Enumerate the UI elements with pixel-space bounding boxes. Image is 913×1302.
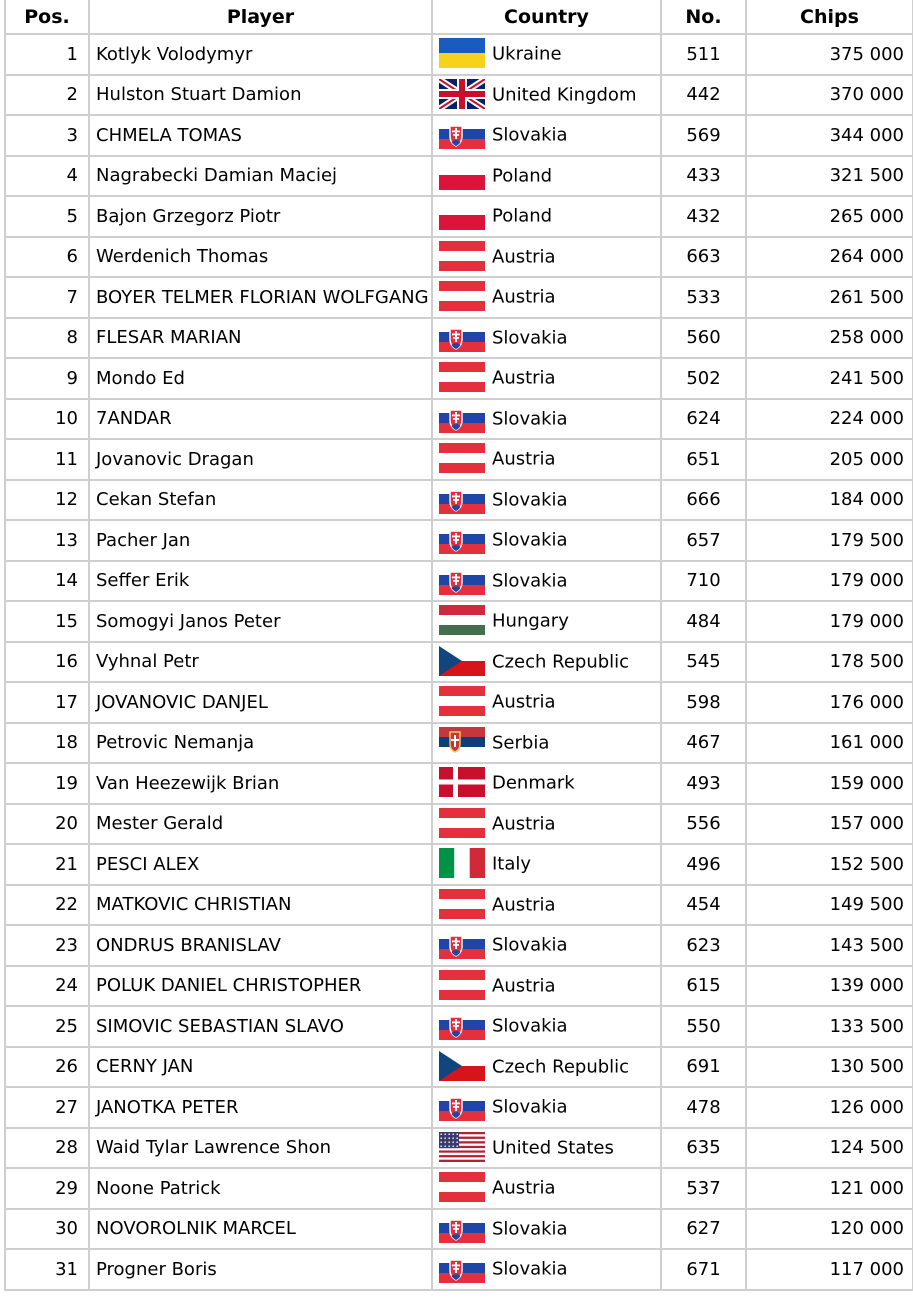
header-no[interactable]: No. <box>661 0 746 34</box>
chips-cell: 120 000 <box>746 1209 913 1250</box>
table-row <box>5 520 913 561</box>
chips-cell: 179 500 <box>746 520 913 561</box>
chips-cell: 179 000 <box>746 601 913 642</box>
table-row <box>5 115 913 156</box>
chips-cell: 321 500 <box>746 156 913 197</box>
position-cell: 23 <box>5 925 89 966</box>
player-number-cell: 671 <box>661 1249 746 1290</box>
player-name-cell: Progner Boris <box>89 1249 432 1290</box>
position-cell: 26 <box>5 1047 89 1088</box>
chips-cell: 149 500 <box>746 885 913 926</box>
player-number-cell: 651 <box>661 439 746 480</box>
chips-cell: 224 000 <box>746 399 913 440</box>
table-row <box>5 358 913 399</box>
country-name: Slovakia <box>492 489 568 511</box>
country-name: Austria <box>492 894 556 916</box>
country-name: Austria <box>492 691 556 713</box>
player-name-cell: Van Heezewijk Brian <box>89 763 432 804</box>
chips-cell: 152 500 <box>746 844 913 885</box>
table-row <box>5 1209 913 1250</box>
position-cell: 10 <box>5 399 89 440</box>
player-number-cell: 511 <box>661 34 746 75</box>
position-cell: 17 <box>5 682 89 723</box>
player-number-cell: 454 <box>661 885 746 926</box>
chips-cell: 241 500 <box>746 358 913 399</box>
player-name-cell: Jovanovic Dragan <box>89 439 432 480</box>
country-cell <box>432 1128 661 1169</box>
table-row <box>5 885 913 926</box>
table-row <box>5 196 913 237</box>
position-cell: 21 <box>5 844 89 885</box>
chips-cell: 184 000 <box>746 480 913 521</box>
player-number-cell: 478 <box>661 1087 746 1128</box>
denmark-flag-icon <box>439 767 485 797</box>
player-number-cell: 432 <box>661 196 746 237</box>
table-row <box>5 1047 913 1088</box>
country-name: Austria <box>492 813 556 835</box>
country-cell <box>432 561 661 602</box>
czech-republic-flag-icon <box>439 646 485 676</box>
table-row <box>5 561 913 602</box>
chips-cell: 139 000 <box>746 966 913 1007</box>
table-row <box>5 439 913 480</box>
country-name: Ukraine <box>492 43 562 65</box>
country-cell <box>432 1006 661 1047</box>
player-name-cell: Vyhnal Petr <box>89 642 432 683</box>
table-row <box>5 601 913 642</box>
czech-republic-flag-icon <box>439 1051 485 1081</box>
position-cell: 3 <box>5 115 89 156</box>
position-cell: 16 <box>5 642 89 683</box>
position-cell: 5 <box>5 196 89 237</box>
player-number-cell: 484 <box>661 601 746 642</box>
chips-cell: 117 000 <box>746 1249 913 1290</box>
position-cell: 15 <box>5 601 89 642</box>
player-number-cell: 635 <box>661 1128 746 1169</box>
position-cell: 29 <box>5 1168 89 1209</box>
table-row <box>5 1168 913 1209</box>
chips-cell: 157 000 <box>746 804 913 845</box>
country-cell <box>432 358 661 399</box>
player-name-cell: POLUK DANIEL CHRISTOPHER <box>89 966 432 1007</box>
position-cell: 9 <box>5 358 89 399</box>
position-cell: 22 <box>5 885 89 926</box>
chip-count-table <box>4 0 913 1291</box>
slovakia-flag-icon <box>439 1213 485 1243</box>
position-cell: 30 <box>5 1209 89 1250</box>
player-number-cell: 710 <box>661 561 746 602</box>
table-row <box>5 480 913 521</box>
slovakia-flag-icon <box>439 1253 485 1283</box>
poland-flag-icon <box>439 160 485 190</box>
header-country[interactable]: Country <box>432 0 661 34</box>
country-name: Austria <box>492 286 556 308</box>
player-name-cell: JANOTKA PETER <box>89 1087 432 1128</box>
country-cell <box>432 1209 661 1250</box>
position-cell: 7 <box>5 277 89 318</box>
player-name-cell: Waid Tylar Lawrence Shon <box>89 1128 432 1169</box>
player-number-cell: 569 <box>661 115 746 156</box>
player-name-cell: Nagrabecki Damian Maciej <box>89 156 432 197</box>
header-player[interactable]: Player <box>89 0 432 34</box>
country-name: Slovakia <box>492 1218 568 1240</box>
country-name: Austria <box>492 1177 556 1199</box>
country-name: Slovakia <box>492 1258 568 1280</box>
chips-cell: 264 000 <box>746 237 913 278</box>
chips-cell: 258 000 <box>746 318 913 359</box>
player-number-cell: 560 <box>661 318 746 359</box>
country-name: Slovakia <box>492 570 568 592</box>
country-cell <box>432 844 661 885</box>
chips-cell: 126 000 <box>746 1087 913 1128</box>
table-row <box>5 318 913 359</box>
player-name-cell: SIMOVIC SEBASTIAN SLAVO <box>89 1006 432 1047</box>
position-cell: 25 <box>5 1006 89 1047</box>
slovakia-flag-icon <box>439 929 485 959</box>
country-name: Austria <box>492 975 556 997</box>
slovakia-flag-icon <box>439 524 485 554</box>
header-pos[interactable]: Pos. <box>5 0 89 34</box>
country-name: Slovakia <box>492 1096 568 1118</box>
player-name-cell: CERNY JAN <box>89 1047 432 1088</box>
austria-flag-icon <box>439 281 485 311</box>
table-row <box>5 642 913 683</box>
slovakia-flag-icon <box>439 403 485 433</box>
player-name-cell: Cekan Stefan <box>89 480 432 521</box>
chips-cell: 143 500 <box>746 925 913 966</box>
table-row <box>5 34 913 75</box>
table-row <box>5 399 913 440</box>
slovakia-flag-icon <box>439 1091 485 1121</box>
player-number-cell: 624 <box>661 399 746 440</box>
country-name: Denmark <box>492 772 575 794</box>
table-row <box>5 277 913 318</box>
table-row <box>5 1249 913 1290</box>
country-name: Austria <box>492 448 556 470</box>
slovakia-flag-icon <box>439 565 485 595</box>
country-name: Serbia <box>492 732 550 754</box>
player-name-cell: Mester Gerald <box>89 804 432 845</box>
table-row <box>5 75 913 116</box>
chips-cell: 265 000 <box>746 196 913 237</box>
austria-flag-icon <box>439 241 485 271</box>
player-number-cell: 627 <box>661 1209 746 1250</box>
chips-cell: 179 000 <box>746 561 913 602</box>
player-number-cell: 550 <box>661 1006 746 1047</box>
country-name: Slovakia <box>492 408 568 430</box>
united-kingdom-flag-icon <box>439 79 485 109</box>
country-cell <box>432 318 661 359</box>
country-cell <box>432 520 661 561</box>
position-cell: 11 <box>5 439 89 480</box>
country-name: Poland <box>492 205 553 227</box>
player-number-cell: 691 <box>661 1047 746 1088</box>
player-number-cell: 663 <box>661 237 746 278</box>
chips-cell: 124 500 <box>746 1128 913 1169</box>
country-name: Slovakia <box>492 934 568 956</box>
country-cell <box>432 885 661 926</box>
header-chips[interactable]: Chips <box>746 0 913 34</box>
country-name: Austria <box>492 367 556 389</box>
austria-flag-icon <box>439 889 485 919</box>
country-name: Czech Republic <box>492 1056 630 1078</box>
country-name: Slovakia <box>492 529 568 551</box>
table-row <box>5 844 913 885</box>
slovakia-flag-icon <box>439 1010 485 1040</box>
chips-cell: 161 000 <box>746 723 913 764</box>
player-name-cell: JOVANOVIC DANJEL <box>89 682 432 723</box>
table-row <box>5 1128 913 1169</box>
country-cell <box>432 601 661 642</box>
chips-cell: 375 000 <box>746 34 913 75</box>
position-cell: 27 <box>5 1087 89 1128</box>
position-cell: 28 <box>5 1128 89 1169</box>
country-cell <box>432 399 661 440</box>
country-name: United Kingdom <box>492 84 637 106</box>
country-cell <box>432 115 661 156</box>
player-name-cell: CHMELA TOMAS <box>89 115 432 156</box>
austria-flag-icon <box>439 443 485 473</box>
position-cell: 14 <box>5 561 89 602</box>
country-cell <box>432 196 661 237</box>
country-cell <box>432 237 661 278</box>
country-cell <box>432 682 661 723</box>
united-states-flag-icon <box>439 1132 485 1162</box>
table-row <box>5 966 913 1007</box>
austria-flag-icon <box>439 970 485 1000</box>
slovakia-flag-icon <box>439 322 485 352</box>
player-name-cell: BOYER TELMER FLORIAN WOLFGANG <box>89 277 432 318</box>
table-row <box>5 156 913 197</box>
country-cell <box>432 480 661 521</box>
chips-cell: 205 000 <box>746 439 913 480</box>
country-name: Slovakia <box>492 1015 568 1037</box>
player-number-cell: 556 <box>661 804 746 845</box>
chips-cell: 176 000 <box>746 682 913 723</box>
table-row <box>5 1087 913 1128</box>
player-name-cell: NOVOROLNIK MARCEL <box>89 1209 432 1250</box>
slovakia-flag-icon <box>439 484 485 514</box>
player-name-cell: Seffer Erik <box>89 561 432 602</box>
table-row <box>5 804 913 845</box>
player-number-cell: 433 <box>661 156 746 197</box>
country-cell <box>432 156 661 197</box>
player-name-cell: Pacher Jan <box>89 520 432 561</box>
player-name-cell: Noone Patrick <box>89 1168 432 1209</box>
hungary-flag-icon <box>439 605 485 635</box>
country-cell <box>432 925 661 966</box>
position-cell: 13 <box>5 520 89 561</box>
player-name-cell: Petrovic Nemanja <box>89 723 432 764</box>
ukraine-flag-icon <box>439 38 485 68</box>
serbia-flag-icon <box>439 727 485 757</box>
player-number-cell: 537 <box>661 1168 746 1209</box>
country-cell <box>432 966 661 1007</box>
chips-cell: 344 000 <box>746 115 913 156</box>
table-row <box>5 925 913 966</box>
player-name-cell: ONDRUS BRANISLAV <box>89 925 432 966</box>
country-cell <box>432 723 661 764</box>
chips-cell: 130 500 <box>746 1047 913 1088</box>
poland-flag-icon <box>439 200 485 230</box>
position-cell: 20 <box>5 804 89 845</box>
country-cell <box>432 277 661 318</box>
country-name: Italy <box>492 853 532 875</box>
chips-cell: 121 000 <box>746 1168 913 1209</box>
player-name-cell: PESCI ALEX <box>89 844 432 885</box>
country-cell <box>432 804 661 845</box>
player-number-cell: 493 <box>661 763 746 804</box>
country-name: Austria <box>492 246 556 268</box>
player-name-cell: Kotlyk Volodymyr <box>89 34 432 75</box>
player-number-cell: 442 <box>661 75 746 116</box>
italy-flag-icon <box>439 848 485 878</box>
chips-cell: 133 500 <box>746 1006 913 1047</box>
position-cell: 12 <box>5 480 89 521</box>
position-cell: 31 <box>5 1249 89 1290</box>
player-number-cell: 496 <box>661 844 746 885</box>
country-name: Poland <box>492 165 553 187</box>
austria-flag-icon <box>439 808 485 838</box>
country-cell <box>432 642 661 683</box>
table-row <box>5 763 913 804</box>
player-name-cell: Werdenich Thomas <box>89 237 432 278</box>
player-number-cell: 502 <box>661 358 746 399</box>
chips-cell: 261 500 <box>746 277 913 318</box>
country-cell <box>432 439 661 480</box>
chips-cell: 178 500 <box>746 642 913 683</box>
player-number-cell: 657 <box>661 520 746 561</box>
country-cell <box>432 1168 661 1209</box>
table-row <box>5 682 913 723</box>
position-cell: 4 <box>5 156 89 197</box>
player-number-cell: 666 <box>661 480 746 521</box>
country-name: United States <box>492 1137 614 1159</box>
position-cell: 2 <box>5 75 89 116</box>
austria-flag-icon <box>439 1172 485 1202</box>
position-cell: 18 <box>5 723 89 764</box>
position-cell: 1 <box>5 34 89 75</box>
country-name: Hungary <box>492 610 569 632</box>
player-name-cell: Mondo Ed <box>89 358 432 399</box>
player-name-cell: 7ANDAR <box>89 399 432 440</box>
position-cell: 24 <box>5 966 89 1007</box>
player-name-cell: MATKOVIC CHRISTIAN <box>89 885 432 926</box>
player-number-cell: 533 <box>661 277 746 318</box>
country-cell <box>432 1047 661 1088</box>
table-row <box>5 723 913 764</box>
austria-flag-icon <box>439 686 485 716</box>
country-cell <box>432 1087 661 1128</box>
player-name-cell: Bajon Grzegorz Piotr <box>89 196 432 237</box>
country-cell <box>432 75 661 116</box>
table-row <box>5 1006 913 1047</box>
player-number-cell: 623 <box>661 925 746 966</box>
player-number-cell: 545 <box>661 642 746 683</box>
position-cell: 6 <box>5 237 89 278</box>
player-name-cell: Somogyi Janos Peter <box>89 601 432 642</box>
austria-flag-icon <box>439 362 485 392</box>
slovakia-flag-icon <box>439 119 485 149</box>
country-name: Slovakia <box>492 124 568 146</box>
country-name: Slovakia <box>492 327 568 349</box>
player-number-cell: 598 <box>661 682 746 723</box>
position-cell: 19 <box>5 763 89 804</box>
chips-cell: 370 000 <box>746 75 913 116</box>
player-name-cell: Hulston Stuart Damion <box>89 75 432 116</box>
country-cell <box>432 1249 661 1290</box>
player-name-cell: FLESAR MARIAN <box>89 318 432 359</box>
table-row <box>5 237 913 278</box>
table-header-row <box>5 0 913 34</box>
position-cell: 8 <box>5 318 89 359</box>
player-number-cell: 615 <box>661 966 746 1007</box>
country-cell <box>432 763 661 804</box>
country-cell <box>432 34 661 75</box>
country-name: Czech Republic <box>492 651 630 673</box>
player-number-cell: 467 <box>661 723 746 764</box>
chips-cell: 159 000 <box>746 763 913 804</box>
